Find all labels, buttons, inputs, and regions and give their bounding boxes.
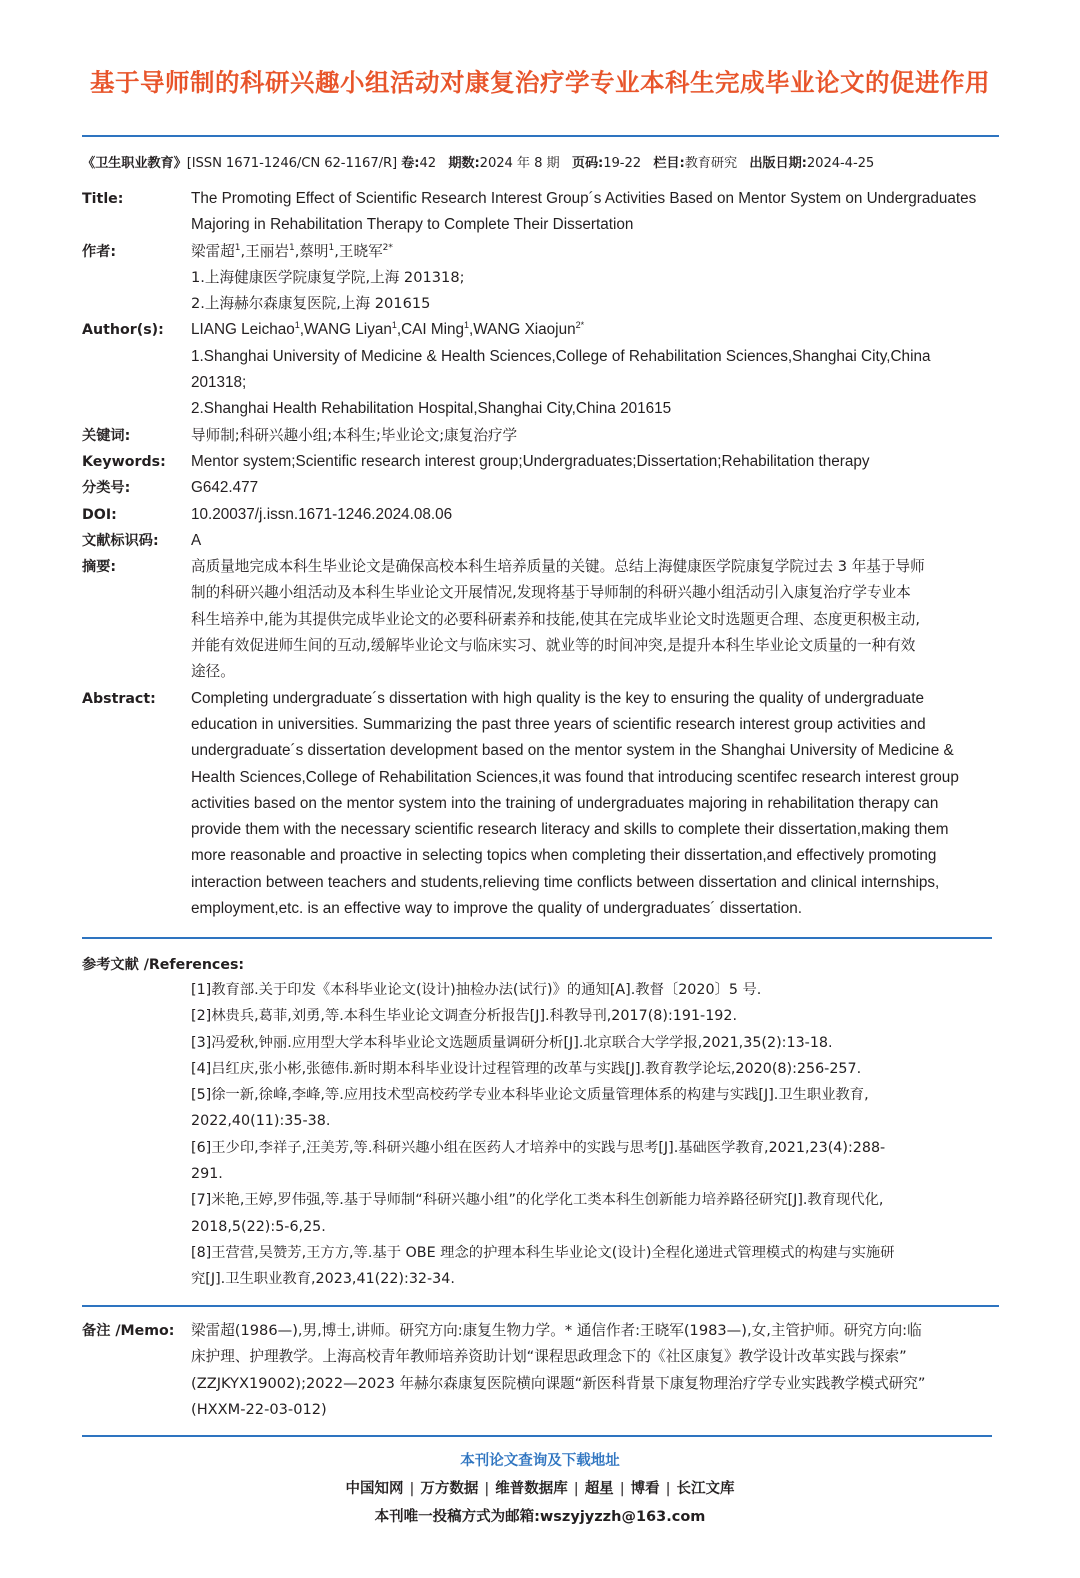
author-name-en: ,WANG Liyan (299, 321, 392, 339)
column-value: 教育研究 (684, 156, 738, 171)
doi-value (191, 502, 1002, 528)
reference-line: 2022,40(11):35-38. (191, 1113, 331, 1130)
abstract-en-line: more reasonable and proactive in selecting topics when completing their dissertation,and effectively promoting (191, 847, 937, 865)
author-name-en: LIANG Leichao (191, 321, 295, 339)
author-name: ,王晓军 (334, 242, 383, 260)
author-name-en: ,WANG Xiaojun (469, 321, 576, 339)
database-link[interactable]: 超星 (584, 1481, 614, 1497)
abstract-cn-text (191, 554, 1002, 685)
issue-label: 期数: (448, 156, 480, 171)
article-metadata (82, 186, 1002, 922)
author-affil-mark: 2* (382, 242, 393, 253)
reference-line: 究[J].卫生职业教育,2023,41(22):32-34. (191, 1271, 455, 1288)
pages-label: 页码: (571, 156, 604, 171)
abstract-cn-line: 途径。 (191, 663, 235, 681)
database-link[interactable]: 博看 (630, 1481, 660, 1497)
affiliation-en: 201318; (191, 374, 247, 392)
title-en-value (191, 186, 1002, 239)
affiliation-en: 2.Shanghai Health Rehabilitation Hospital,Shanghai City,China 201615 (191, 400, 672, 418)
authors-en-value (191, 317, 1002, 422)
title-en-line: The Promoting Effect of Scientific Research Interest Group´s Activities Based on Mentor System on Undergraduates (191, 190, 977, 207)
abstract-cn-line: 高质量地完成本科生毕业论文是确保高校本科生培养质量的关键。总结上海健康医学院康复学院过去 3 年基于导师 (191, 558, 925, 576)
doc-code-row (82, 528, 1002, 554)
abstract-cn-line: 制的科研兴趣小组活动及本科生毕业论文开展情况,发现将基于导师制的科研兴趣小组活动引入康复治疗学专业本 (191, 584, 911, 602)
keywords-en-row (82, 449, 1002, 475)
author-affil-mark: 2* (575, 320, 585, 331)
author-name: ,蔡明 (294, 242, 329, 260)
volume-value: 42 (419, 156, 437, 171)
reference-line: [2]林贵兵,葛菲,刘勇,等.本科生毕业论文调查分析报告[J].科教导刊,2017(8):191-192. (191, 1008, 738, 1025)
keywords-en-value (191, 449, 1002, 475)
footer-email-line: 本刊唯一投稿方式为邮箱:wszyjyzzh@163.com (374, 1509, 706, 1525)
reference-line: [4]吕红庆,张小彬,张德伟.新时期本科毕业设计过程管理的改革与实践[J].教育教学论坛,2020(8):256-257. (191, 1060, 862, 1077)
issue-value: 2024 年 8 期 (479, 156, 560, 171)
doi-row (82, 502, 1002, 528)
database-link[interactable]: 长江文库 (676, 1481, 735, 1497)
footer-rule (82, 1435, 992, 1437)
author-name: 梁雷超 (191, 242, 235, 260)
separator: | (409, 1481, 415, 1497)
author-affil-mark: 1 (391, 320, 397, 331)
references-heading: 参考文献 /References: (82, 957, 245, 973)
keywords-cn-text: 导师制;科研兴趣小组;本科生;毕业论文;康复治疗学 (191, 426, 518, 444)
abstract-cn-line: 并能有效促进师生间的互动,缓解毕业论文与临床实习、就业等的时间冲突,是提升本科生毕业论文质量的一种有效 (191, 637, 916, 655)
article-title: 基于导师制的科研兴趣小组活动对康复治疗学专业本科生完成毕业论文的促进作用 (90, 68, 990, 97)
abstract-en-line: Health Sciences,College of Rehabilitation Sciences,it was found that introducing scentifec research interest group (191, 768, 959, 786)
abstract-en-line: employment,etc. is an effective way to improve the quality of undergraduates´ dissertation. (191, 900, 803, 918)
abstract-en-line: Completing undergraduate´s dissertation with high quality is the key to ensuring the quality of undergraduate (191, 689, 924, 707)
class-row (82, 475, 1002, 501)
separator: | (484, 1481, 490, 1497)
keywords-cn-row (82, 423, 1002, 449)
title-en-label: Title: (82, 191, 124, 207)
abstract-en-label: Abstract: (82, 690, 156, 707)
column-label: 栏目: (653, 156, 685, 171)
pages-value: 19-22 (603, 156, 642, 171)
authors-cn-value (191, 239, 1002, 318)
reference-line: [6]王少印,李祥子,汪美芳,等.科研兴趣小组在医药人才培养中的实践与思考[J].基础医学教育,2021,23(4):288- (191, 1139, 886, 1156)
separator: | (619, 1481, 625, 1497)
reference-line: [1]教育部.关于印发《本科毕业论文(设计)抽检办法(试行)》的通知[A].教督〔2020〕5 号. (191, 982, 762, 998)
reference-line: [8]王营营,吴赞芳,王方方,等.基于 OBE 理念的护理本科生毕业论文(设计)全程化递进式管理模式的构建与实施研 (191, 1244, 895, 1261)
separator: | (573, 1481, 579, 1497)
title-en-row (82, 186, 1002, 239)
doi-label: DOI: (82, 506, 117, 523)
memo-line: (HXXM-22-03-012) (191, 1400, 327, 1418)
class-value (191, 475, 1002, 501)
author-name: ,王丽岩 (240, 242, 289, 260)
affiliation-en: 1.Shanghai University of Medicine & Health Sciences,College of Rehabilitation Sciences,Shanghai City,China (191, 347, 931, 365)
date-label: 出版日期: (749, 156, 807, 171)
authors-cn-line (191, 239, 1002, 265)
date-value: 2024-4-25 (806, 156, 875, 171)
journal-issn: [ISSN 1671-1246/CN 62-1167/R] (186, 156, 398, 171)
database-link[interactable]: 中国知网 (345, 1481, 404, 1497)
memo-line: 床护理、护理教学。上海高校青年教师培养资助计划“课程思政理念下的《社区康复》教学设计改革实践与探索” (191, 1348, 907, 1366)
abstract-en-row (82, 686, 1002, 923)
doc-code-text: A (191, 531, 202, 549)
affiliation-cn: 2.上海赫尔森康复医院,上海 201615 (191, 295, 431, 313)
separator: | (665, 1481, 671, 1497)
reference-line: [7]米艳,王婷,罗伟强,等.基于导师制“科研兴趣小组”的化学化工类本科生创新能力培养路径研究[J].教育现代化, (191, 1192, 884, 1209)
footer-title: 本刊论文查询及下载地址 (460, 1453, 620, 1469)
author-affil-mark: 1 (464, 320, 470, 331)
memo-rule (82, 1305, 999, 1307)
database-link[interactable]: 万方数据 (420, 1481, 479, 1497)
database-link[interactable]: 维普数据库 (495, 1481, 568, 1497)
top-rule (82, 135, 999, 137)
author-affil-mark: 1 (234, 242, 241, 253)
reference-line: 291. (191, 1166, 223, 1183)
abstract-en-line: interaction between teachers and students,relieving time conflicts between dissertation and clinical internships, (191, 873, 940, 891)
affiliation-cn: 1.上海健康医学院康复学院,上海 201318; (191, 268, 465, 286)
authors-cn-row (82, 239, 1002, 318)
authors-en-row (82, 317, 1002, 422)
author-affil-mark: 1 (288, 242, 295, 253)
memo-line: (ZZJKYX19002);2022—2023 年赫尔森康复医院横向课题“新医科背景下康复物理治疗学专业实践教学模式研究” (191, 1374, 926, 1392)
class-text: G642.477 (191, 479, 259, 497)
abstract-en-text (191, 686, 1002, 923)
memo-label: 备注 /Memo: (82, 1323, 175, 1339)
memo-text (191, 1318, 1002, 1423)
journal-info-line (82, 152, 999, 171)
references-rule (82, 937, 992, 939)
references-list (191, 977, 1001, 1293)
volume-label: 卷: (401, 156, 420, 171)
footer-database-list (0, 1477, 1080, 1498)
memo-row (82, 1318, 1002, 1423)
doi-text[interactable]: 10.20037/j.issn.1671-1246.2024.08.06 (191, 505, 453, 523)
abstract-en-line: education in universities. Summarizing the past three years of scientific research interest group activities and (191, 715, 926, 733)
keywords-en-text: Mentor system;Scientific research interest group;Undergraduates;Dissertation;Rehabilitation therapy (191, 452, 870, 470)
title-en-line: Majoring in Rehabilitation Therapy to Complete Their Dissertation (191, 216, 634, 234)
keywords-cn-value (191, 423, 1002, 449)
author-affil-mark: 1 (294, 320, 300, 331)
author-name-en: ,CAI Ming (396, 321, 465, 339)
authors-en-line (191, 317, 1002, 343)
reference-line: [5]徐一新,徐峰,李峰,等.应用技术型高校药学专业本科毕业论文质量管理体系的构建与实践[J].卫生职业教育, (191, 1087, 869, 1104)
abstract-en-line: undergraduate´s dissertation development based on the mentor system in the Shanghai University of Medicine & (191, 742, 954, 760)
memo-section (82, 1318, 1002, 1423)
doc-code-value (191, 528, 1002, 554)
abstract-en-line: provide them with the necessary scientific research literacy and skills to complete their dissertation,making them (191, 821, 949, 839)
author-affil-mark: 1 (328, 242, 335, 253)
abstract-cn-line: 科生培养中,能为其提供完成毕业论文的必要科研素养和技能,使其在完成毕业论文时选题更合理、态度更积极主动, (191, 610, 921, 628)
journal-name: 《卫生职业教育》 (82, 156, 187, 171)
keywords-cn-label: 关键词: (82, 427, 131, 444)
abstract-cn-row (82, 554, 1002, 685)
keywords-en-label: Keywords: (82, 453, 166, 470)
authors-en-label: Author(s): (82, 322, 164, 339)
authors-cn-label: 作者: (82, 243, 117, 260)
doc-code-label: 文献标识码: (82, 532, 159, 549)
class-label: 分类号: (82, 480, 131, 497)
reference-line: [3]冯爱秋,钟丽.应用型大学本科毕业论文选题质量调研分析[J].北京联合大学学报,2021,35(2):13-18. (191, 1034, 833, 1051)
abstract-cn-label: 摘要: (82, 559, 117, 576)
reference-line: 2018,5(22):5-6,25. (191, 1218, 326, 1235)
memo-line: 梁雷超(1986—),男,博士,讲师。研究方向:康复生物力学。* 通信作者:王晓军(1983—),女,主管护师。研究方向:临 (191, 1322, 922, 1339)
abstract-en-line: activities based on the mentor system into the training of undergraduates majoring in rehabilitation therapy can (191, 794, 939, 812)
